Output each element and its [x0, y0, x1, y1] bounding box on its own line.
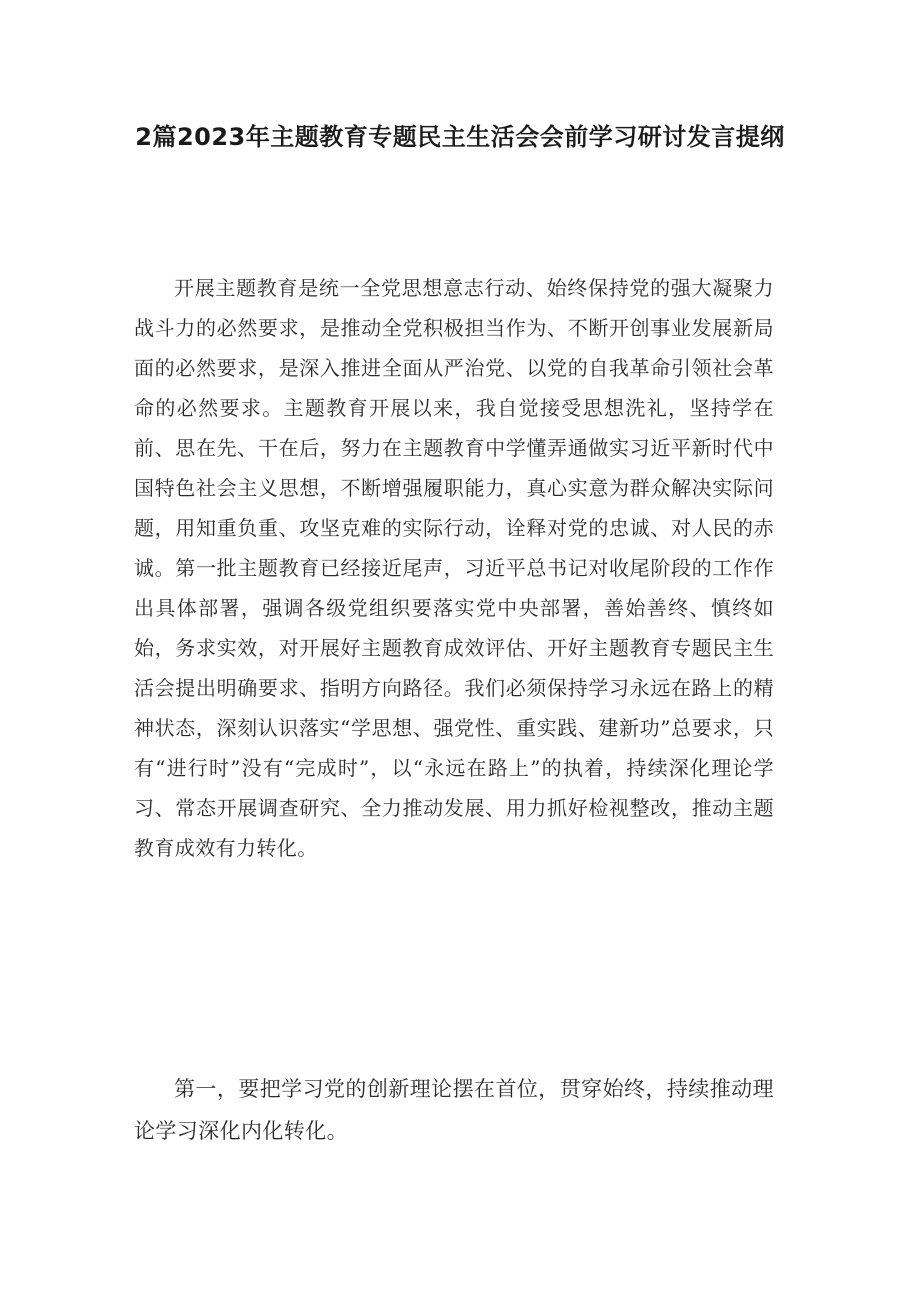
document-title: 2篇2023年主题教育专题民主生活会会前学习研讨发言提纲 [135, 123, 785, 151]
body-paragraph-1: 开展主题教育是统一全党思想意志行动、始终保持党的强大凝聚力战斗力的必然要求，是推动全党积极担当作为、不断开创事业发展新局面的必然要求，是深入推进全面从严治党、以党的自我革命引领社会革命的必然要求。主题教育开展以来，我自觉接受思想洗礼，坚持学在前、思在先、干在后，努力在主题教育中学懂弄通做实习近平新时代中国特色社会主义思想，不断增强履职能力，真心实意为群众解决实际问题，用知重负重、攻坚克难的实际行动，诠释对党的忠诚、对人民的赤诚。第一批主题教育已经接近尾声，习近平总书记对收尾阶段的工作作出具体部署，强调各级党组织要落实党中央部署，善始善终、慎终如始，务求实效，对开展好主题教育成效评估、开好主题教育专题民主生活会提出明确要求、指明方向路径。我们必须保持学习永远在路上的精神状态，深刻认识落实“学思想、强党性、重实践、建新功”总要求，只有“进行时”没有“完成时”，以“永远在路上”的执着，持续深化理论学习、常态开展调查研究、全力推动发展、用力抓好检视整改，推动主题教育成效有力转化。 [134, 276, 774, 860]
body-paragraph-2: 第一，要把学习党的创新理论摆在首位，贯穿始终，持续推动理论学习深化内化转化。 [134, 1077, 774, 1143]
